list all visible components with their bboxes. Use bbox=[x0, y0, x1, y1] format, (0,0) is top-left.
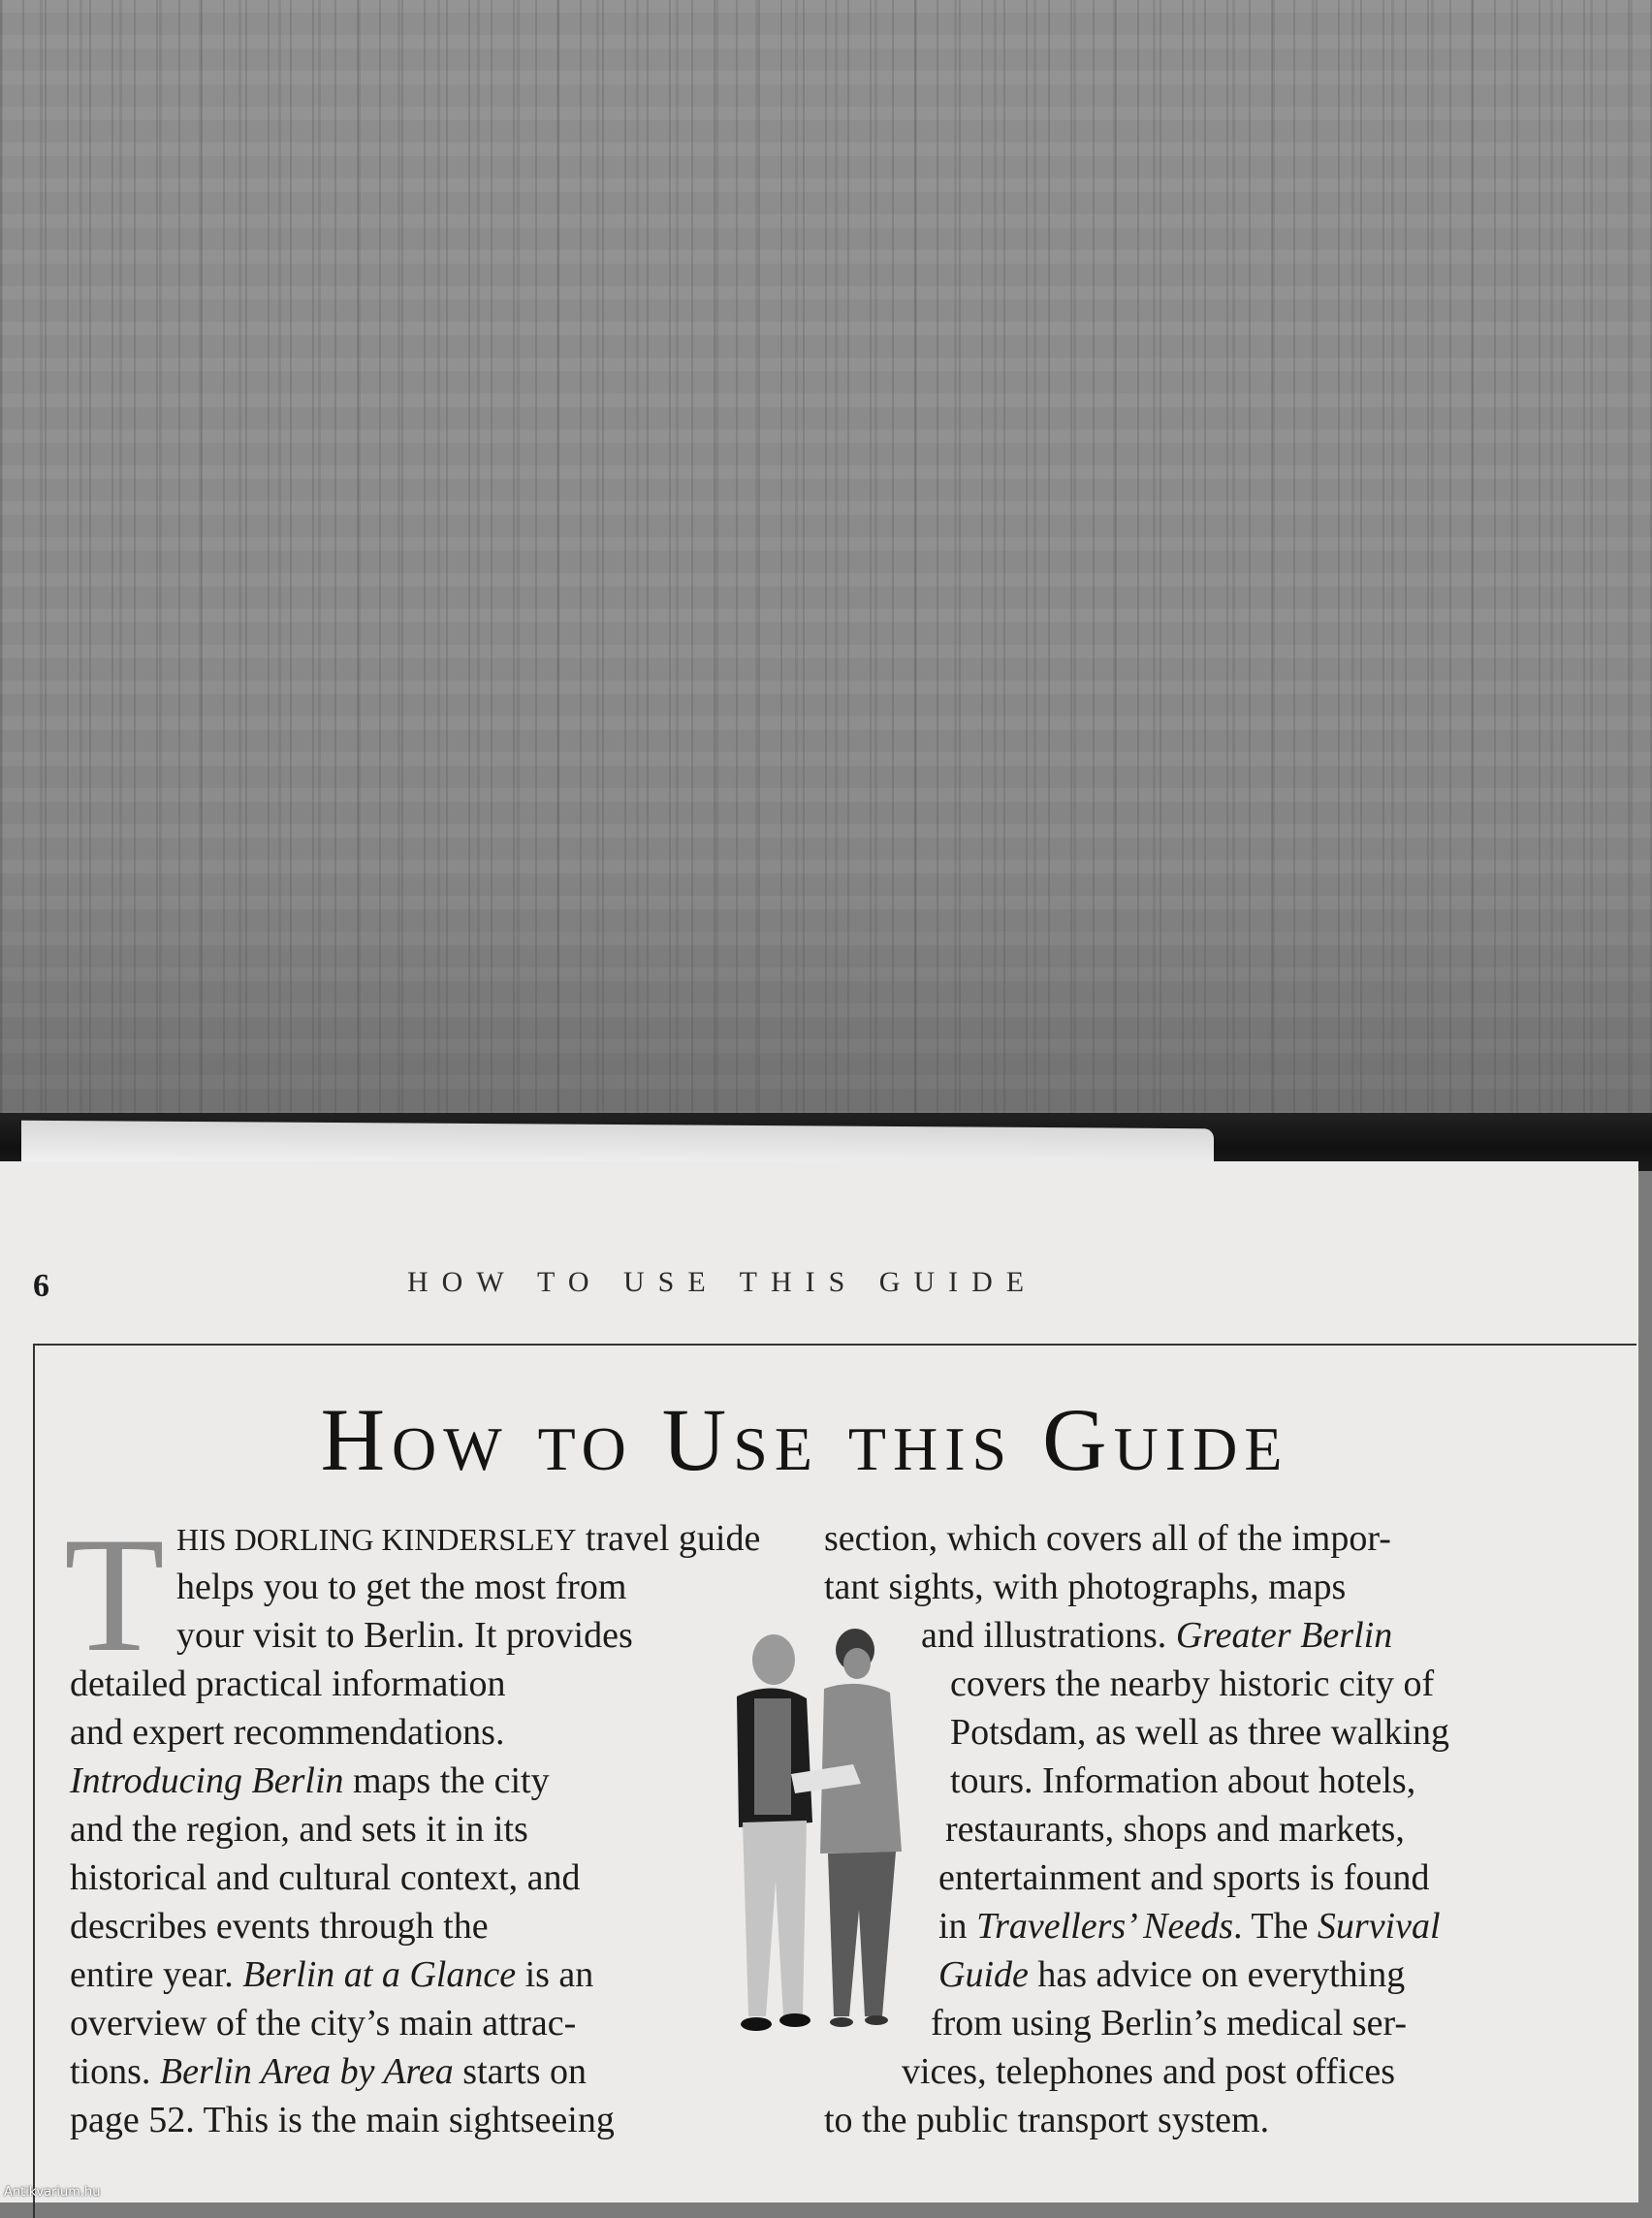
text-line: historical and cultural context, and bbox=[70, 1857, 581, 1898]
text-line: helps you to get the most from bbox=[176, 1567, 627, 1607]
text-line: detailed practical information bbox=[70, 1664, 506, 1704]
running-head: HOW TO USE THIS GUIDE bbox=[407, 1266, 1038, 1298]
text-line: Guide has advice on everything bbox=[938, 1954, 1406, 1995]
left-column bbox=[70, 1514, 807, 2144]
text-line: overview of the city’s main attrac- bbox=[70, 2003, 577, 2044]
two-people-reading-map-photo bbox=[698, 1629, 940, 2055]
text-line: from using Berlin’s medical ser- bbox=[931, 2003, 1408, 2044]
text-line: entire year. Berlin at a Glance is an bbox=[70, 1954, 594, 1995]
text-line: HIS DORLING KINDERSLEY travel guide bbox=[176, 1518, 761, 1559]
watermark: Antikvarium.hu bbox=[4, 2185, 101, 2200]
text-line: and illustrations. Greater Berlin bbox=[921, 1615, 1393, 1656]
text-line: entertainment and sports is found bbox=[938, 1857, 1430, 1898]
text-line: Potsdam, as well as three walking bbox=[950, 1712, 1450, 1753]
text-line: section, which covers all of the impor- bbox=[824, 1518, 1391, 1559]
text-line: tours. Information about hotels, bbox=[950, 1760, 1416, 1801]
text-line: and expert recommendations. bbox=[70, 1712, 505, 1753]
text-line: Introducing Berlin maps the city bbox=[70, 1760, 550, 1801]
text-line: to the public transport system. bbox=[824, 2100, 1270, 2140]
text-line: page 52. This is the main sightseeing bbox=[70, 2100, 615, 2140]
text-line: tions. Berlin Area by Area starts on bbox=[70, 2051, 588, 2092]
page-number: 6 bbox=[33, 1268, 49, 1304]
text-line: your visit to Berlin. It provides bbox=[176, 1615, 633, 1656]
page-title: How to Use this Guide bbox=[320, 1390, 1289, 1489]
text-line: in Travellers’ Needs. The Survival bbox=[938, 1906, 1441, 1947]
text-line: describes events through the bbox=[70, 1906, 489, 1947]
drop-cap: T bbox=[64, 1504, 165, 1686]
text-line: and the region, and sets it in its bbox=[70, 1809, 528, 1850]
text-line: vices, telephones and post offices bbox=[902, 2051, 1395, 2092]
text-line: covers the nearby historic city of bbox=[950, 1664, 1435, 1704]
text-line: restaurants, shops and markets, bbox=[945, 1809, 1405, 1850]
text-line: tant sights, with photographs, maps bbox=[824, 1567, 1347, 1607]
